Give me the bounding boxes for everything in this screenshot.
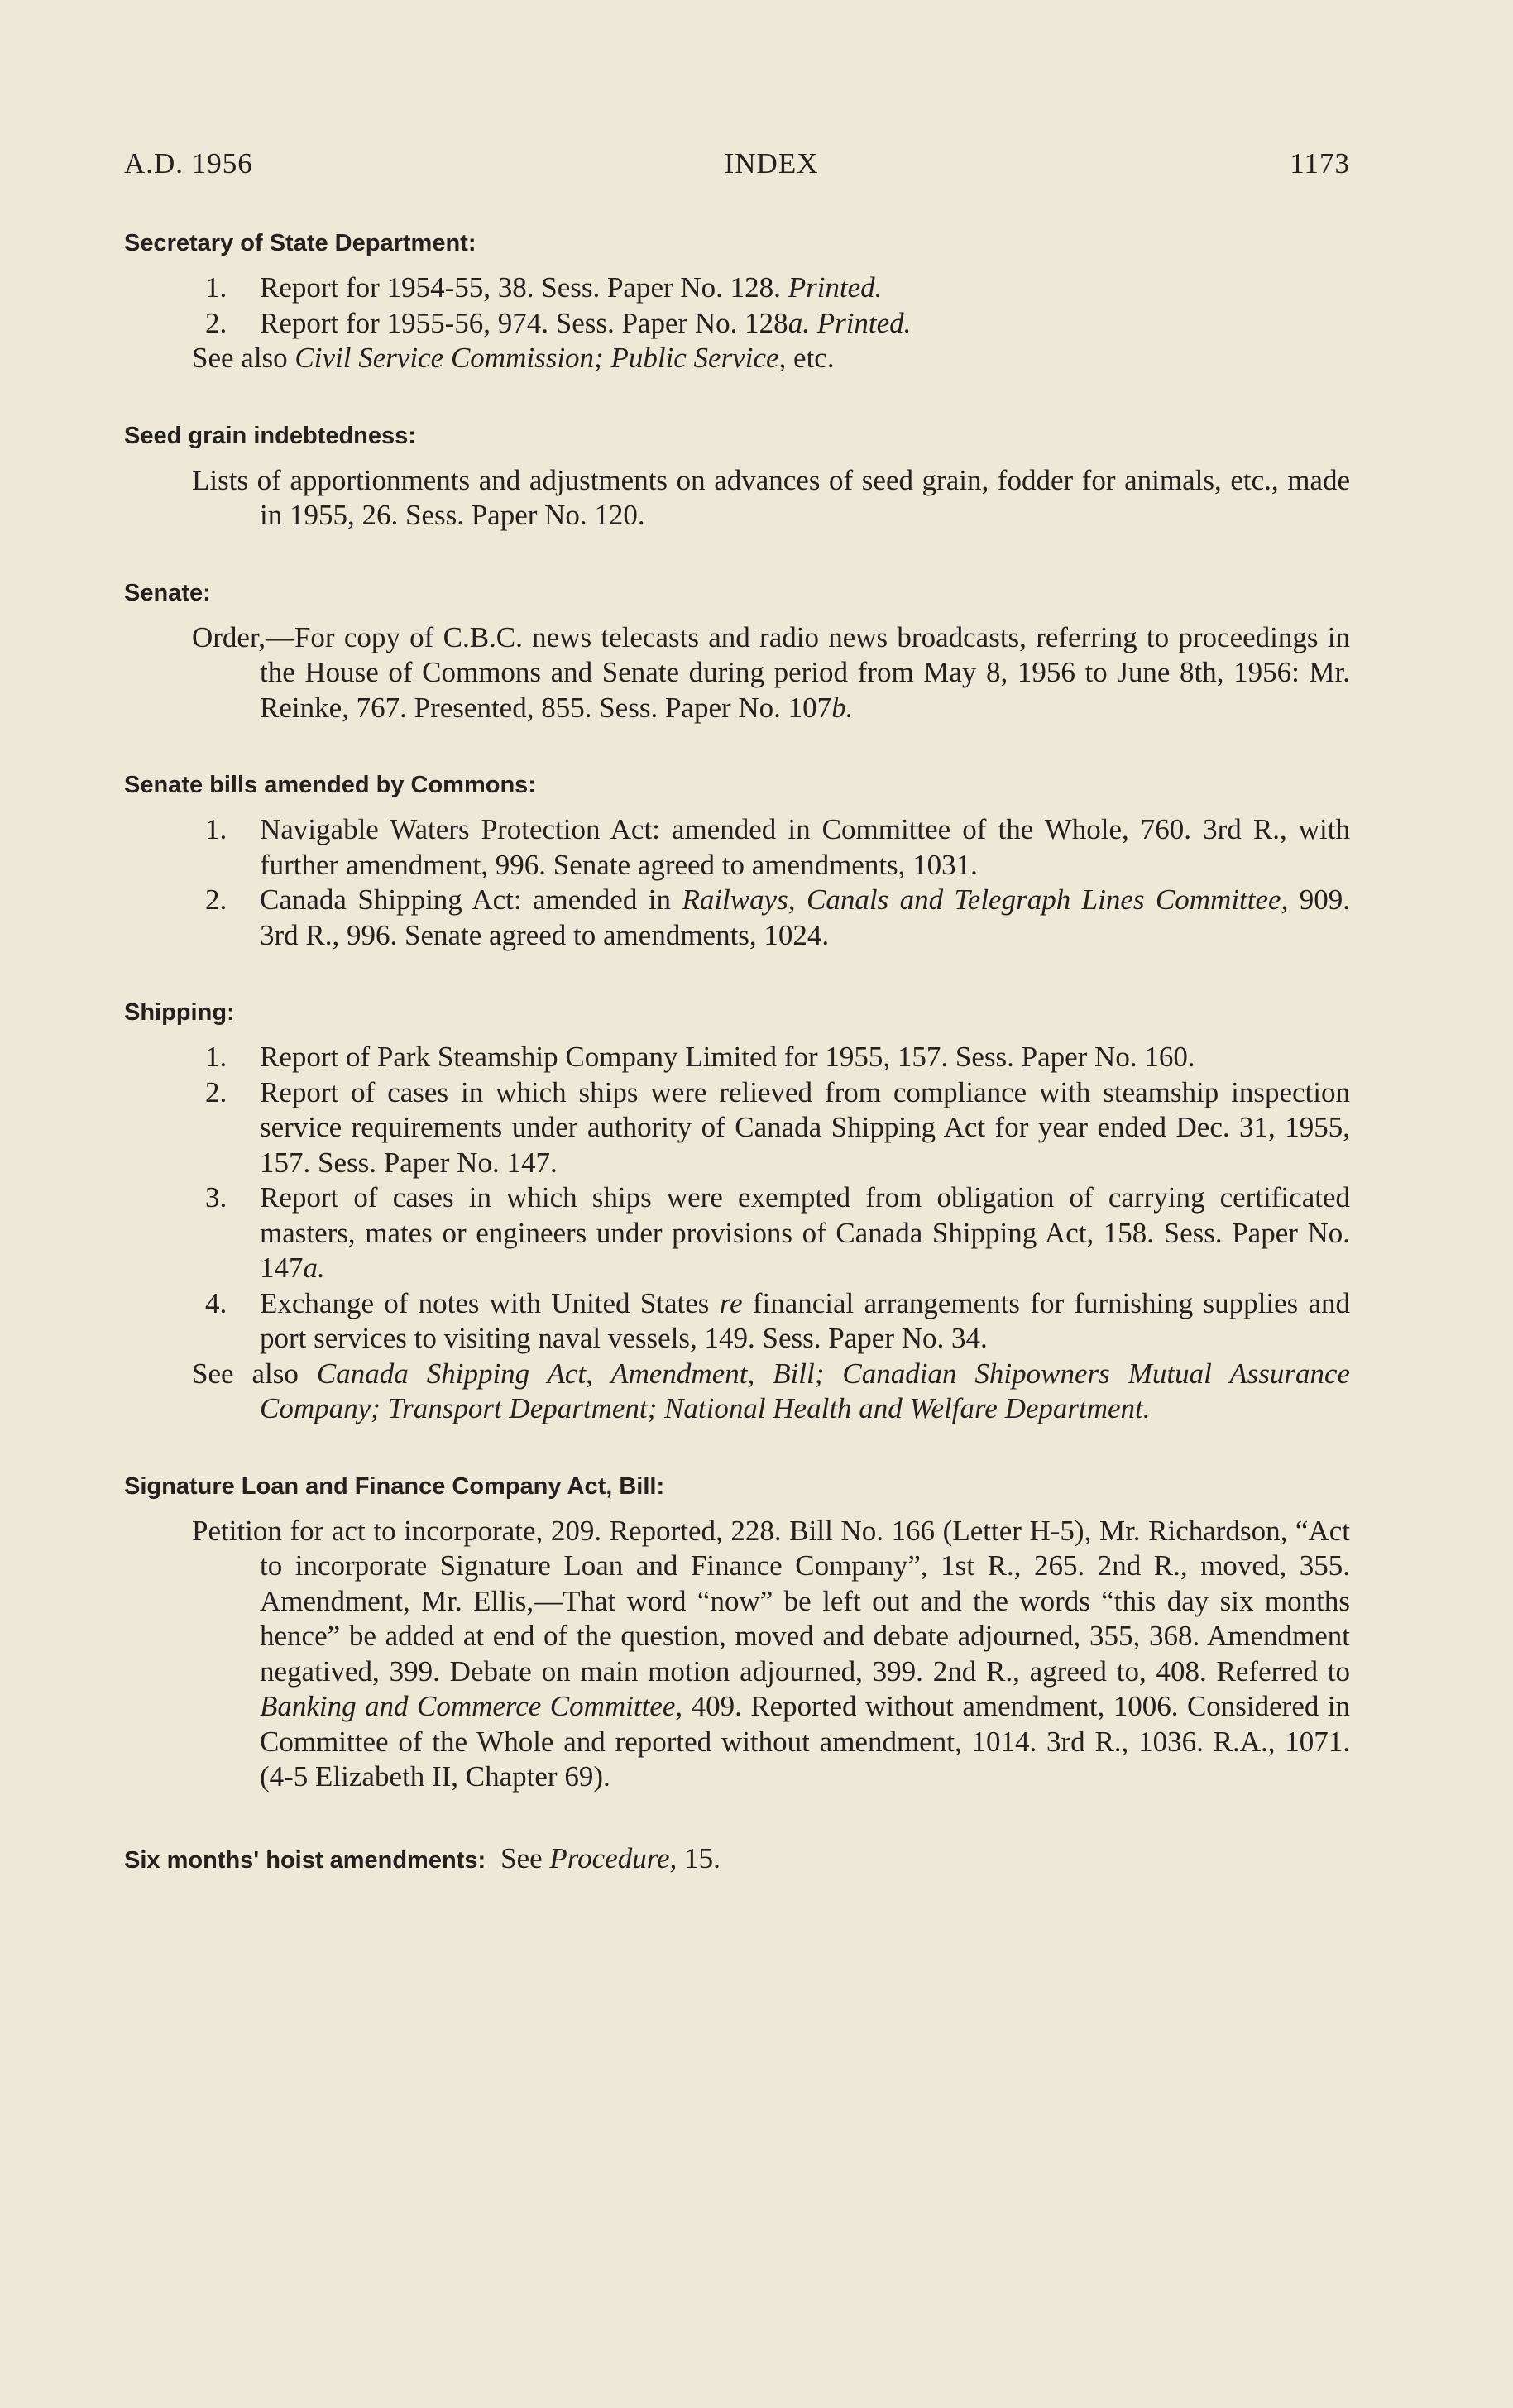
list-item	[124, 270, 1350, 306]
entry-heading: Shipping:	[124, 999, 235, 1026]
item-text: Navigable Waters Protection Act: amended in Committee of the Whole, 760. 3rd R., with further amendment, 996. Senate agreed to amendments, 1031.	[260, 813, 1350, 881]
header-title: INDEX	[724, 147, 819, 180]
see-also: See also Canada Shipping Act, Amendment, Bill; Canadian Shipowners Mutual Assurance Company; Transport Department; National Health and Welfare Department.	[192, 1357, 1351, 1424]
entry-heading: Six months' hoist amendments:	[124, 1846, 486, 1874]
list-item: 2. Canada Shipping Act: amended in Railways, Canals and Telegraph Lines Committee, 909. 3rd R., 996. Senate agreed to amendments, 1024.	[124, 883, 1350, 953]
entry-heading: Signature Loan and Finance Company Act, Bill:	[124, 1472, 665, 1500]
index-entry-shipping	[124, 999, 1350, 1427]
list-item: 3. Report of cases in which ships were exempted from obligation of carrying certificated masters, mates or engineers under provisions of Canada Shipping Act, 158. Sess. Paper No. 147a.	[124, 1180, 1350, 1286]
item-text: Report for 1954-55, 38. Sess. Paper No. 128.	[260, 271, 781, 304]
entry-heading: Seed grain indebtedness:	[124, 422, 416, 449]
list-item	[124, 306, 1350, 342]
item-text: Report of cases in which ships were relieved from compliance with steamship inspection service requirements under authority of Canada Shipping Act for year ended Dec. 31, 1955, 157. Sess. Paper No. 147.	[260, 1075, 1350, 1179]
entry-body	[124, 270, 1350, 376]
item-text: Report for 1955-56, 974. Sess. Paper No. 128	[260, 306, 788, 339]
index-page	[124, 147, 1350, 1922]
entry-heading: Senate bills amended by Commons:	[124, 772, 536, 798]
entry-heading: Secretary of State Department:	[124, 230, 476, 256]
header-year: A.D. 1956	[124, 147, 253, 180]
see-also: See also Civil Service Commission; Public Service, etc.	[192, 342, 835, 374]
index-entry-senate-bills	[124, 772, 1350, 953]
item-number: 1.	[205, 813, 227, 845]
index-entry-secretary-of-state	[124, 230, 1350, 376]
list-item	[124, 1075, 1350, 1181]
list-item: 4. Exchange of notes with United States re financial arrangements for furnishing supplies and port services to visiting naval vessels, 149. Sess. Paper No. 34.	[124, 1286, 1350, 1357]
item-number: 1.	[205, 1041, 227, 1073]
item-number: 2.	[205, 1075, 227, 1108]
item-italic-suffix: a.	[788, 306, 810, 339]
entry-body	[124, 1040, 1350, 1427]
index-entry-senate	[124, 580, 1350, 726]
item-text: Report of Park Steamship Company Limited for 1955, 157. Sess. Paper No. 160.	[260, 1041, 1195, 1073]
entry-paragraph: Lists of apportionments and adjustments on advances of seed grain, fodder for animals, etc., made in 1955, 26. Sess. Paper No. 120.	[192, 463, 1350, 531]
header-page-number: 1173	[1290, 147, 1350, 180]
entry-paragraph: Order,—For copy of C.B.C. news telecasts and radio news broadcasts, referring to proceedings in the House of Commons and Senate during period from May 8, 1956 to June 8th, 1956: Mr. Reinke, 767. Presented, 855. Sess. Paper No. 107b.	[192, 620, 1350, 724]
entry-body	[124, 812, 1350, 953]
item-number: 1.	[205, 271, 227, 304]
entry-heading: Senate:	[124, 579, 211, 606]
running-head	[124, 147, 1350, 180]
list-item	[124, 1040, 1350, 1075]
list-item	[124, 812, 1350, 883]
item-italic: Printed.	[816, 306, 912, 339]
index-entry-seed-grain	[124, 423, 1350, 534]
item-number: 3.	[205, 1181, 227, 1214]
item-number: 2.	[205, 883, 227, 916]
index-entry-signature-loan	[124, 1473, 1350, 1795]
item-number: 2.	[205, 306, 227, 339]
entry-reference: See Procedure, 15.	[500, 1841, 721, 1874]
index-entry-six-months-hoist	[124, 1841, 1350, 1877]
item-italic: Printed.	[788, 271, 883, 304]
item-number: 4.	[205, 1286, 227, 1319]
entry-paragraph: Petition for act to incorporate, 209. Reported, 228. Bill No. 166 (Letter H-5), Mr. Richardson, “Act to incorporate Signature Loan and Finance Company”, 1st R., 265. 2nd R., moved, 355. Amendment, Mr. Ellis,—That word “now” be left out and the words “this day six months hence” be added at end of the question, moved and debate adjourned, 355, 368. Amendment negatived, 399. Debate on main motion adjourned, 399. 2nd R., agreed to, 408. Referred to Banking and Commerce Committee, 409. Reported without amendment, 1006. Considered in Committee of the Whole and reported without amendment, 1014. 3rd R., 1036. R.A., 1071. (4-5 Elizabeth II, Chapter 69).	[192, 1514, 1351, 1793]
